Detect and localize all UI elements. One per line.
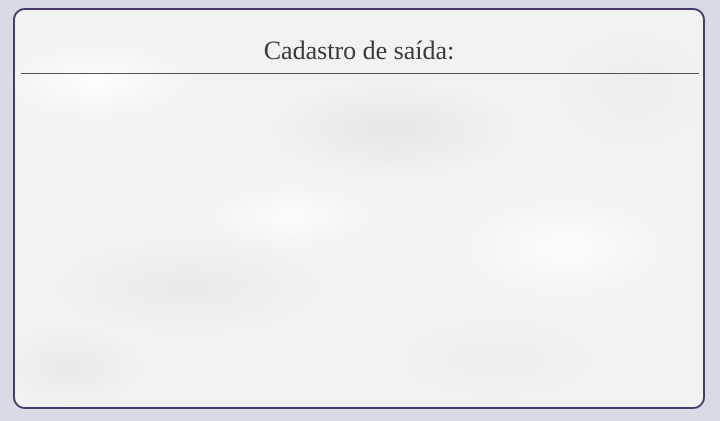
exit-registration-panel [13, 8, 705, 409]
form-content-area [21, 76, 699, 403]
form-title: Cadastro de saída: [263, 36, 455, 65]
title-divider [21, 73, 699, 74]
